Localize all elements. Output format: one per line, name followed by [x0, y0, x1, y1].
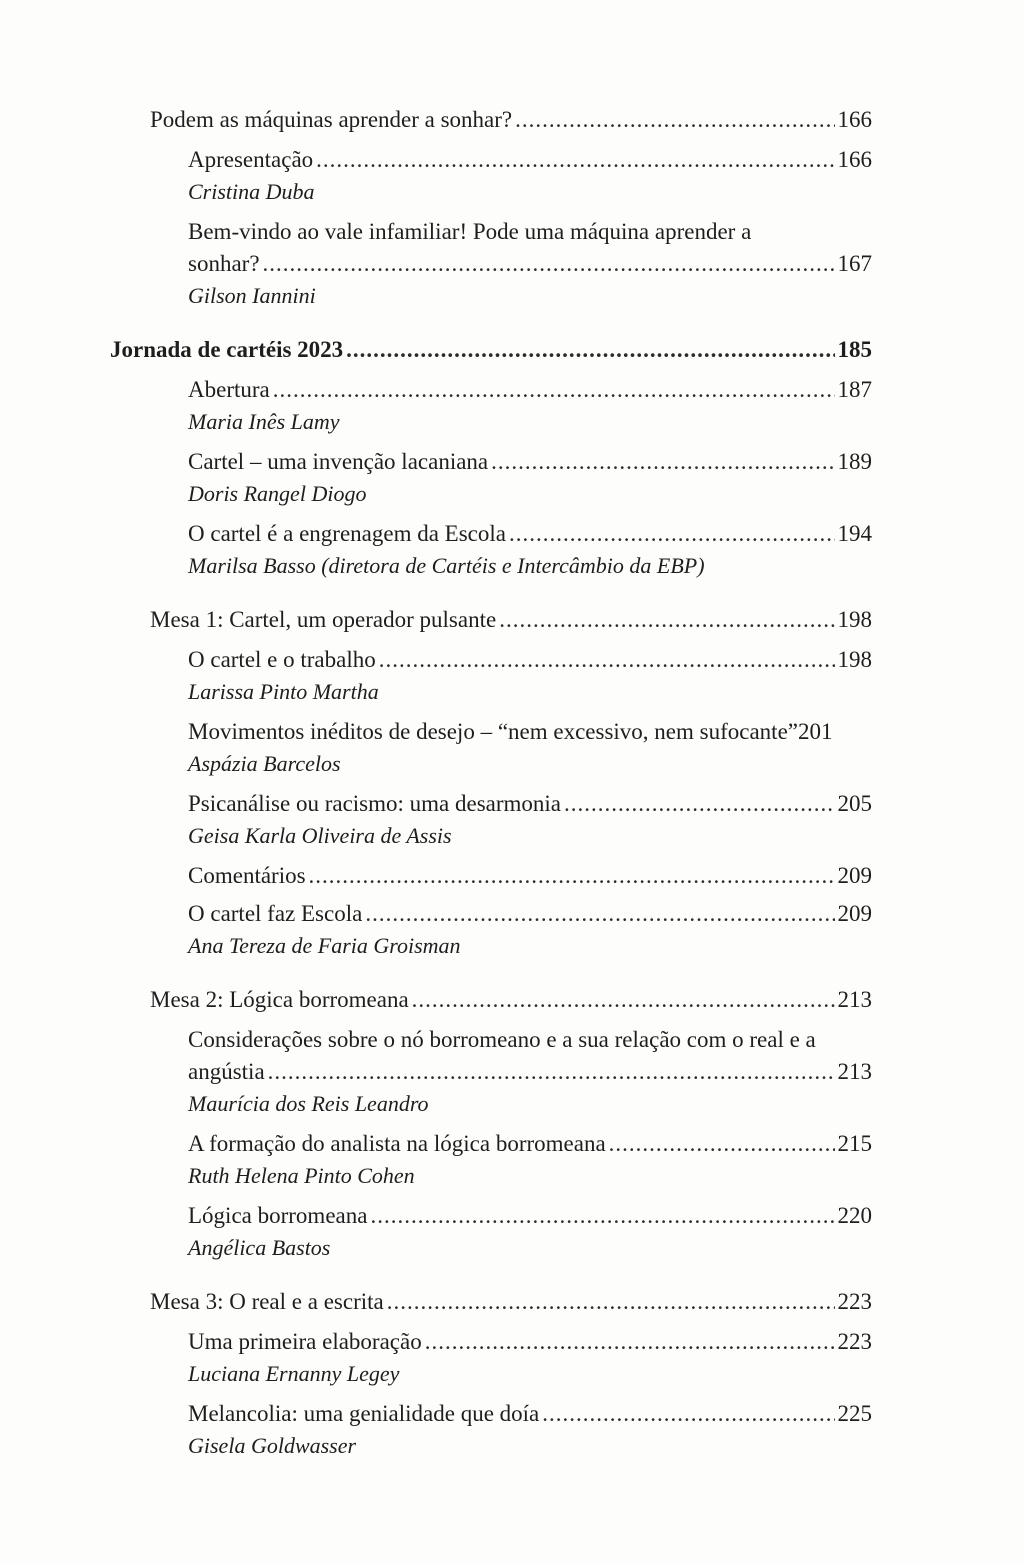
entry-author: Doris Rangel Diogo [188, 481, 367, 506]
entry-title: Comentários [188, 863, 306, 888]
page-number: 189 [837, 449, 872, 474]
page-number: 198 [837, 647, 872, 672]
dot-leader [263, 248, 835, 280]
entry-title: Cartel – uma invenção lacaniana [188, 449, 489, 474]
toc-entry [188, 144, 872, 208]
toc-line [188, 1128, 872, 1160]
toc-entry [188, 716, 872, 780]
entry-title: Lógica borromeana [188, 1203, 368, 1228]
entry-title: Apresentação [188, 147, 314, 172]
toc-entry [188, 1326, 872, 1390]
page-number: 209 [837, 901, 872, 926]
toc-entry [188, 788, 872, 852]
entry-author: Angélica Bastos [188, 1235, 331, 1260]
entry-title: O cartel é a engrenagem da Escola [188, 521, 506, 546]
toc-line [188, 1200, 872, 1232]
toc-line [150, 604, 872, 636]
dot-leader [491, 446, 834, 478]
entry-author: Cristina Duba [188, 179, 315, 204]
toc-entry [188, 1398, 872, 1462]
toc-entry [188, 518, 872, 582]
dot-leader [379, 644, 835, 676]
toc-entry [188, 374, 872, 438]
entry-title: Movimentos inéditos de desejo – “nem excessivo, nem sufocante”201 [188, 719, 833, 744]
toc-entry [150, 1286, 872, 1318]
page-number: 185 [837, 337, 872, 362]
page-number: 223 [837, 1289, 872, 1314]
entry-author: Ruth Helena Pinto Cohen [188, 1163, 415, 1188]
toc-line [188, 374, 872, 406]
entry-title: Podem as máquinas aprender a sonhar? [150, 107, 513, 132]
dot-leader [309, 860, 835, 892]
toc-entry [188, 1200, 872, 1264]
toc-line [150, 104, 872, 136]
dot-leader [509, 518, 835, 550]
toc-entry [188, 898, 872, 962]
page-number: 215 [837, 1131, 872, 1156]
page-number: 166 [837, 107, 872, 132]
dot-leader [273, 374, 835, 406]
page-number: 205 [837, 791, 872, 816]
dot-leader [542, 1398, 834, 1430]
dot-leader [609, 1128, 835, 1160]
entry-title: Uma primeira elaboração [188, 1329, 422, 1354]
page-number: 198 [837, 607, 872, 632]
entry-author: Luciana Ernanny Legey [188, 1361, 400, 1386]
entry-author: Gisela Goldwasser [188, 1433, 357, 1458]
page-number: 187 [837, 377, 872, 402]
toc-line [188, 1326, 872, 1358]
entry-title: angústia [188, 1059, 265, 1084]
page-number: 213 [837, 987, 872, 1012]
toc-line [188, 1056, 872, 1088]
toc-entry [150, 984, 872, 1016]
dot-leader [316, 144, 834, 176]
dot-leader [346, 334, 834, 366]
entry-author: Gilson Iannini [188, 283, 316, 308]
toc-line [110, 334, 872, 366]
toc-line [188, 788, 872, 820]
entry-title: Melancolia: uma genialidade que doía [188, 1401, 540, 1426]
dot-leader [370, 1200, 834, 1232]
toc-entry [188, 216, 872, 312]
dot-leader [564, 788, 834, 820]
entry-author: Marilsa Basso (diretora de Cartéis e Intercâmbio da EBP) [188, 553, 705, 578]
toc-line [150, 1286, 872, 1318]
entry-title: sonhar? [188, 251, 260, 276]
entry-title: O cartel faz Escola [188, 901, 363, 926]
toc-line [188, 518, 872, 550]
entry-title: Jornada de cartéis 2023 [110, 337, 344, 362]
entry-title: O cartel e o trabalho [188, 647, 376, 672]
entry-title: Abertura [188, 377, 270, 402]
toc-line [188, 248, 872, 280]
entry-title: A formação do analista na lógica borromeana [188, 1131, 606, 1156]
dot-leader [365, 898, 834, 930]
page-number: 213 [837, 1059, 872, 1084]
page-number: 225 [837, 1401, 872, 1426]
entry-title: Mesa 2: Lógica borromeana [150, 987, 409, 1012]
toc-section-heading [110, 334, 872, 366]
toc-entry [150, 604, 872, 636]
entry-author: Maurícia dos Reis Leandro [188, 1091, 429, 1116]
toc-entry [188, 1024, 872, 1120]
page-number: 209 [837, 863, 872, 888]
toc-line [188, 644, 872, 676]
page-number: 194 [837, 521, 872, 546]
entry-author: Maria Inês Lamy [188, 409, 340, 434]
entry-title: Mesa 1: Cartel, um operador pulsante [150, 607, 497, 632]
entry-title-line: Considerações sobre o nó borromeano e a sua relação com o real e a [188, 1027, 816, 1052]
entry-author: Larissa Pinto Martha [188, 679, 379, 704]
dot-leader [515, 104, 834, 136]
toc-entry [188, 1128, 872, 1192]
entry-title: Psicanálise ou racismo: uma desarmonia [188, 791, 562, 816]
toc-entry [188, 860, 872, 892]
toc-entry [150, 104, 872, 136]
toc-entry [188, 446, 872, 510]
toc-line [188, 446, 872, 478]
toc-line [188, 898, 872, 930]
toc-entry [188, 644, 872, 708]
toc-line [150, 984, 872, 1016]
entry-author: Ana Tereza de Faria Groisman [188, 933, 461, 958]
dot-leader [268, 1056, 835, 1088]
dot-leader [412, 984, 835, 1016]
toc-line [188, 144, 872, 176]
entry-title-line: Bem-vindo ao vale infamiliar! Pode uma máquina aprender a [188, 219, 752, 244]
page-number: 167 [837, 251, 872, 276]
page-number: 166 [837, 147, 872, 172]
dot-leader [499, 604, 834, 636]
entry-author: Aspázia Barcelos [188, 751, 341, 776]
page-number: 220 [837, 1203, 872, 1228]
dot-leader [387, 1286, 835, 1318]
toc-line [188, 1398, 872, 1430]
table-of-contents [0, 104, 1024, 1462]
page-number: 223 [837, 1329, 872, 1354]
dot-leader [425, 1326, 835, 1358]
toc-line [188, 860, 872, 892]
entry-author: Geisa Karla Oliveira de Assis [188, 823, 452, 848]
entry-title: Mesa 3: O real e a escrita [150, 1289, 384, 1314]
